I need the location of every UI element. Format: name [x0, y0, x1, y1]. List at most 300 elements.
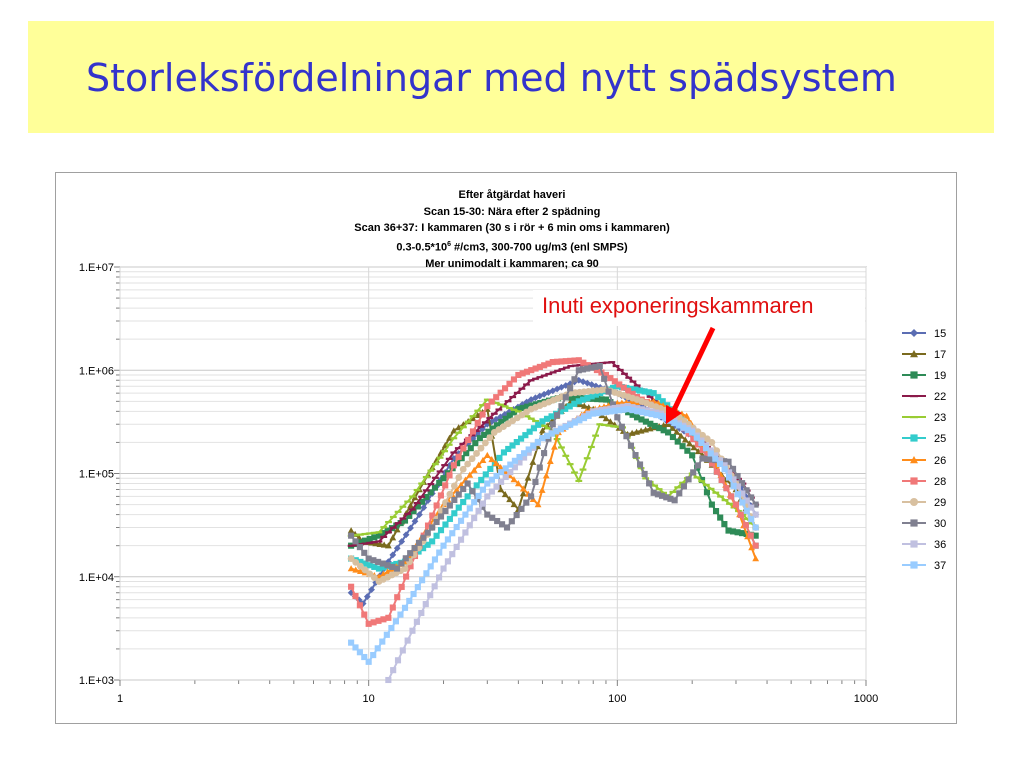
legend-label: 28 — [934, 475, 947, 488]
data-point — [592, 435, 599, 437]
data-point — [676, 490, 682, 496]
legend-item — [900, 493, 956, 514]
data-point — [518, 388, 525, 390]
data-point — [623, 433, 629, 439]
data-point — [471, 499, 477, 505]
data-point — [625, 377, 632, 379]
data-point — [436, 550, 442, 556]
data-point — [910, 561, 917, 568]
data-point — [357, 544, 363, 550]
data-point — [451, 462, 457, 468]
data-point — [462, 512, 468, 518]
legend-item — [900, 451, 956, 472]
data-point — [446, 472, 452, 478]
data-point — [487, 466, 493, 472]
data-point — [601, 376, 607, 382]
data-point — [713, 508, 719, 514]
data-point — [397, 612, 403, 618]
data-point — [406, 598, 412, 604]
data-point — [460, 486, 466, 492]
legend-swatch — [900, 387, 928, 408]
data-point — [462, 529, 468, 535]
data-point — [674, 486, 681, 488]
data-point — [438, 527, 444, 533]
data-point — [475, 493, 481, 499]
data-point — [632, 452, 638, 458]
data-point — [393, 618, 399, 624]
data-point — [456, 505, 462, 511]
data-point — [748, 532, 754, 538]
data-point — [704, 489, 710, 495]
data-point — [405, 638, 411, 644]
data-point — [735, 491, 741, 497]
legend-label: 37 — [934, 560, 947, 573]
data-point — [402, 605, 408, 611]
data-point — [619, 424, 625, 430]
data-point — [450, 437, 457, 439]
data-point — [348, 533, 354, 539]
data-point — [753, 543, 759, 549]
data-point — [567, 463, 574, 465]
legend-item — [900, 429, 956, 450]
data-point — [482, 440, 489, 447]
data-point — [474, 482, 480, 488]
data-point — [395, 522, 402, 524]
data-point — [447, 502, 453, 508]
data-point — [656, 488, 663, 490]
legend-item — [900, 556, 956, 577]
data-point — [449, 551, 455, 557]
data-point — [523, 500, 529, 506]
annotation-callout: Inuti exponeringskammaren — [533, 290, 865, 326]
data-point — [458, 537, 464, 543]
data-point — [637, 461, 643, 467]
data-point — [403, 574, 409, 580]
legend-label: 30 — [934, 517, 947, 530]
data-point — [404, 513, 411, 515]
legend-label: 25 — [934, 433, 947, 446]
data-point — [465, 421, 472, 423]
data-point — [694, 435, 700, 441]
legend-item — [900, 345, 956, 366]
data-point — [429, 538, 435, 544]
data-point — [379, 639, 385, 645]
data-point — [440, 566, 446, 572]
data-point — [447, 516, 453, 522]
data-point — [470, 428, 476, 434]
data-point — [456, 454, 462, 460]
data-point — [376, 531, 383, 533]
data-point — [473, 450, 480, 457]
data-point — [409, 628, 415, 634]
data-point — [575, 480, 582, 482]
data-point — [411, 591, 417, 597]
legend-item — [900, 472, 956, 493]
data-point — [728, 493, 734, 499]
data-point — [399, 506, 406, 508]
legend-swatch — [900, 493, 928, 514]
data-point — [523, 383, 530, 385]
data-point — [730, 483, 736, 489]
data-point — [375, 645, 381, 651]
data-point — [432, 583, 438, 589]
data-point — [394, 594, 400, 600]
data-point — [423, 489, 430, 491]
legend-item — [900, 366, 956, 387]
data-point — [460, 445, 466, 451]
data-point — [491, 413, 498, 415]
data-point — [438, 513, 444, 519]
chart-title-line: Efter åtgärdat haveri — [458, 189, 566, 201]
data-point — [427, 483, 434, 485]
data-point — [712, 492, 719, 494]
data-point — [567, 385, 573, 391]
data-point — [479, 411, 485, 417]
data-point — [486, 434, 493, 441]
legend-swatch — [900, 556, 928, 577]
legend-label: 29 — [934, 496, 947, 509]
data-point — [496, 455, 502, 461]
legend-item — [900, 535, 956, 556]
data-point — [717, 495, 724, 497]
data-point — [442, 482, 448, 488]
data-point — [436, 574, 442, 580]
data-point — [562, 455, 569, 457]
data-point — [418, 610, 424, 616]
data-point — [465, 437, 471, 443]
data-point — [518, 506, 524, 512]
data-point — [458, 518, 464, 524]
data-point — [432, 556, 438, 562]
data-point — [467, 505, 473, 511]
data-point — [723, 485, 729, 491]
data-point — [617, 369, 624, 371]
data-point — [480, 487, 486, 493]
data-point — [409, 508, 416, 510]
data-point — [748, 516, 754, 522]
legend-item — [900, 387, 956, 408]
y-tick-label: 1.E+03 — [78, 675, 114, 687]
data-point — [395, 657, 401, 663]
data-point — [910, 540, 917, 547]
data-point — [504, 524, 510, 530]
data-point — [454, 544, 460, 550]
data-point — [352, 593, 358, 599]
data-point — [532, 479, 538, 485]
data-point — [621, 373, 628, 375]
data-point — [480, 501, 486, 507]
data-point — [429, 524, 435, 530]
legend-swatch — [900, 535, 928, 556]
data-point — [384, 632, 390, 638]
data-point — [743, 522, 749, 528]
legend-swatch — [900, 345, 928, 366]
data-point — [537, 464, 543, 470]
y-tick-label: 1.E+04 — [78, 571, 114, 584]
legend-label: 15 — [934, 328, 947, 340]
data-point — [563, 394, 569, 400]
data-point — [366, 659, 372, 665]
data-point — [753, 524, 759, 530]
data-point — [460, 499, 466, 505]
data-point — [721, 521, 727, 527]
data-point — [689, 429, 695, 435]
data-point — [719, 477, 725, 483]
data-point — [469, 488, 475, 494]
data-point — [528, 418, 535, 420]
data-point — [672, 497, 678, 503]
data-point — [541, 425, 548, 427]
data-point — [695, 462, 701, 468]
legend-swatch — [900, 514, 928, 535]
data-point — [390, 604, 396, 610]
data-point — [376, 540, 383, 542]
data-point — [385, 615, 391, 621]
data-point — [470, 415, 477, 417]
data-point — [614, 414, 620, 420]
data-point — [910, 498, 918, 506]
data-point — [509, 518, 515, 524]
data-point — [390, 516, 397, 518]
data-point — [478, 477, 484, 483]
data-point — [709, 502, 715, 508]
y-tick-label: 1.E+07 — [78, 262, 114, 274]
data-point — [708, 439, 715, 446]
data-point — [415, 584, 421, 590]
data-point — [449, 530, 455, 536]
data-point — [348, 584, 354, 590]
legend-label: 19 — [934, 370, 947, 383]
legend-swatch — [900, 429, 928, 450]
data-point — [385, 521, 392, 523]
data-point — [738, 512, 744, 518]
data-point — [434, 519, 440, 525]
data-point — [357, 602, 363, 608]
data-point — [446, 444, 453, 446]
data-point — [404, 501, 411, 503]
data-point — [469, 455, 476, 462]
data-point — [446, 458, 453, 460]
data-point — [514, 392, 521, 394]
data-point — [708, 450, 714, 456]
legend-label: 36 — [934, 538, 947, 551]
data-point — [910, 372, 917, 379]
data-point — [370, 652, 376, 658]
data-point — [352, 538, 358, 544]
data-point — [399, 517, 406, 519]
legend-label: 17 — [934, 349, 947, 362]
data-point — [714, 469, 720, 475]
data-point — [505, 400, 512, 402]
data-point — [456, 491, 462, 497]
legend-label: 22 — [934, 391, 947, 404]
data-point — [571, 471, 578, 473]
data-point — [451, 482, 458, 489]
data-point — [440, 543, 446, 549]
legend-label: 26 — [934, 454, 947, 467]
data-point — [528, 493, 534, 499]
data-point — [733, 502, 739, 508]
data-point — [460, 426, 467, 428]
data-point — [483, 471, 489, 477]
data-point — [475, 420, 481, 426]
data-point — [613, 365, 620, 367]
legend-item — [900, 408, 956, 429]
chart-title-line: Scan 36+37: I kammaren (30 s i rör + 6 min oms i kammaren) — [354, 222, 670, 234]
data-point — [698, 440, 704, 446]
x-tick-label: 1000 — [853, 693, 879, 705]
data-point — [717, 461, 723, 467]
legend-swatch — [900, 408, 928, 429]
data-point — [395, 511, 402, 513]
data-point — [910, 329, 918, 337]
data-point — [486, 417, 493, 419]
data-point — [541, 450, 547, 456]
data-point — [722, 499, 729, 501]
data-point — [630, 381, 637, 383]
data-point — [432, 463, 439, 465]
data-point — [744, 508, 750, 514]
data-point — [450, 451, 457, 453]
data-point — [423, 476, 430, 478]
data-point — [739, 499, 745, 505]
data-point — [464, 461, 471, 468]
data-point — [390, 527, 397, 529]
data-point — [361, 550, 367, 556]
data-point — [558, 446, 565, 448]
data-point — [726, 503, 733, 505]
legend-item — [900, 514, 956, 535]
data-point — [628, 443, 634, 449]
data-point — [418, 482, 425, 484]
legend-swatch — [900, 366, 928, 387]
data-point — [642, 471, 648, 477]
data-point — [419, 577, 425, 583]
data-point — [467, 522, 473, 528]
data-point — [558, 403, 564, 409]
data-point — [482, 421, 489, 423]
data-point — [441, 464, 448, 466]
data-point — [418, 496, 425, 498]
chart-title-line: Mer unimodalt i kammaren; ca 90 — [425, 257, 599, 270]
data-point — [910, 395, 918, 397]
legend-label: 23 — [934, 412, 947, 425]
data-point — [717, 515, 723, 521]
data-point — [651, 484, 658, 486]
data-point — [703, 445, 709, 451]
data-point — [686, 476, 692, 482]
legend-swatch — [900, 451, 928, 472]
data-point — [460, 466, 467, 473]
legend-swatch — [900, 324, 928, 345]
data-point — [385, 531, 392, 533]
data-point — [646, 480, 652, 486]
data-point — [442, 508, 448, 514]
data-point — [910, 477, 917, 484]
data-point — [451, 497, 457, 503]
data-point — [509, 396, 516, 398]
data-point — [689, 452, 695, 458]
data-point — [380, 536, 387, 538]
data-point — [495, 408, 502, 410]
data-point — [437, 470, 444, 472]
data-point — [414, 502, 421, 504]
data-point — [690, 469, 696, 475]
data-point — [380, 526, 387, 528]
data-point — [432, 477, 439, 479]
data-point — [434, 533, 440, 539]
data-point — [409, 495, 416, 497]
data-point — [726, 474, 732, 480]
data-point — [414, 489, 421, 491]
data-point — [385, 677, 391, 683]
y-tick-label: 1.E+06 — [78, 365, 114, 378]
data-point — [475, 508, 481, 514]
data-point — [708, 488, 715, 490]
data-point — [471, 515, 477, 521]
data-point — [455, 474, 462, 481]
data-point — [465, 480, 471, 486]
data-point — [442, 521, 448, 527]
chart-title — [0, 187, 1024, 272]
data-point — [514, 512, 520, 518]
data-point — [428, 563, 434, 569]
data-point — [605, 389, 611, 395]
data-point — [455, 432, 462, 434]
data-point — [427, 592, 433, 598]
data-point — [434, 502, 440, 508]
chart-legend — [900, 324, 956, 577]
data-point — [478, 445, 485, 452]
data-point — [634, 384, 641, 386]
data-point — [681, 483, 687, 489]
chart-title-line: Scan 15-30: Nära efter 2 spädning — [423, 205, 601, 218]
data-point — [423, 601, 429, 607]
x-tick-label: 10 — [362, 693, 375, 705]
legend-swatch — [900, 472, 928, 493]
x-tick-label: 100 — [608, 693, 627, 705]
data-point — [399, 584, 405, 590]
data-point — [694, 476, 701, 478]
data-point — [703, 484, 710, 486]
data-point — [441, 450, 448, 452]
data-point — [390, 667, 396, 673]
data-point — [400, 647, 406, 653]
data-point — [584, 457, 591, 459]
data-point — [388, 625, 394, 631]
data-point — [414, 619, 420, 625]
data-point — [438, 492, 444, 498]
data-point — [910, 519, 917, 526]
data-point — [722, 466, 728, 472]
data-point — [445, 536, 451, 542]
data-point — [588, 446, 595, 448]
data-point — [608, 361, 615, 363]
data-point — [571, 376, 577, 382]
legend-item — [900, 324, 956, 345]
data-point — [451, 510, 457, 516]
data-point — [580, 468, 587, 470]
data-point — [712, 456, 718, 462]
data-point — [423, 570, 429, 576]
data-point — [670, 491, 677, 493]
x-tick-label: 1 — [116, 693, 124, 705]
data-point — [454, 524, 460, 530]
chart-title-line: $0.3-0.5*10^6$ #/cm3, 300-700 ug/m3 (enl SMPS) — [396, 240, 628, 254]
slide-title: Storleksfördelningar med nytt spädsystem — [86, 56, 897, 100]
data-point — [446, 491, 453, 498]
data-point — [445, 558, 451, 564]
